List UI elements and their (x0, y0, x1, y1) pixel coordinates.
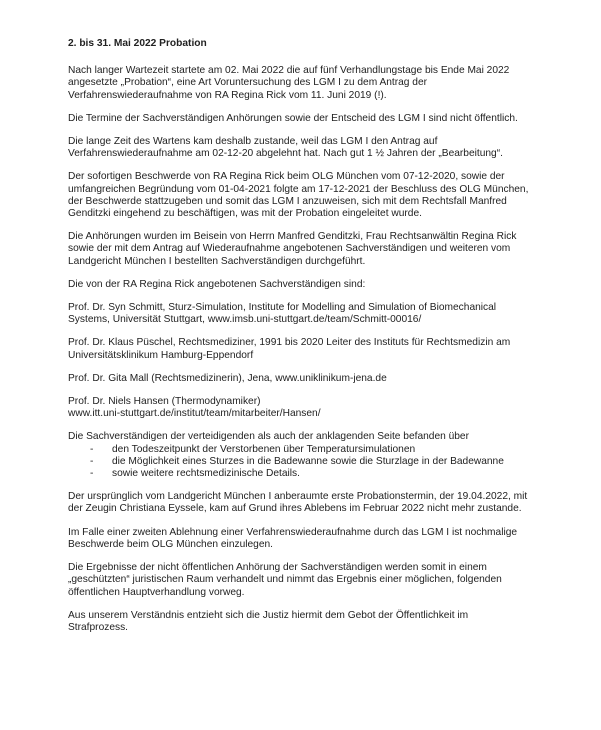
text-line: Systems, Universität Stuttgart, www.imsb.uni-stuttgart.de/team/Schmitt-00016/ (68, 314, 422, 326)
bullet-text: den Todeszeitpunkt der Verstorbenen über Temperatursimulationen (112, 443, 416, 455)
paragraph (68, 527, 561, 551)
text-line: Prof. Dr. Klaus Püschel, Rechtsmediziner, 1991 bis 2020 Leiter des Instituts für Rechtsmedizin am (68, 337, 511, 349)
document-body-continued (68, 491, 561, 634)
text-line: www.itt.uni-stuttgart.de/institut/team/mitarbeiter/Hansen/ (68, 408, 321, 420)
text-line: Die Termine der Sachverständigen Anhörungen sowie der Entscheid des LGM I sind nicht öffentlich. (68, 112, 518, 124)
paragraph (68, 302, 561, 326)
bullet-text: die Möglichkeit eines Sturzes in die Badewanne sowie die Sturzlage in der Badewanne (112, 455, 504, 467)
text-line: Prof. Dr. Gita Mall (Rechtsmedizinerin), Jena, www.uniklinikum-jena.de (68, 372, 387, 384)
bullet-item (90, 468, 561, 480)
bullet-dash: - (90, 468, 94, 480)
bullet-text: sowie weitere rechtsmedizinische Details. (112, 468, 300, 480)
text-line: Die Sachverständigen der verteidigenden als auch der anklagenden Seite befanden über (68, 431, 469, 443)
paragraph (68, 113, 561, 125)
text-line: öffentlichen Hauptverhandlung vorweg. (68, 586, 245, 598)
paragraph (68, 491, 561, 515)
paragraph (68, 431, 561, 443)
bullet-dash: - (90, 443, 94, 455)
bullet-dash: - (90, 455, 94, 467)
paragraph (68, 396, 561, 420)
document-title: 2. bis 31. Mai 2022 Probation (68, 38, 207, 49)
paragraph (68, 337, 561, 361)
text-line: Prof. Dr. Syn Schmitt, Sturz-Simulation, Institute for Modelling and Simulation of Biomechanical (68, 302, 497, 314)
document-body (68, 65, 561, 443)
text-line: Landgericht München I bestellten Sachverständigen durchgeführt. (68, 255, 366, 267)
bullet-item (90, 456, 561, 468)
text-line: Die Anhörungen wurden im Beisein von Herrn Manfred Genditzki, Frau Rechtsanwältin Regina Rick (68, 231, 517, 243)
paragraph (68, 65, 561, 102)
text-line: Genditzki eingehend zu beschäftigen, was mit der Probation eingeleitet wurde. (68, 208, 422, 220)
text-line: Die Ergebnisse der nicht öffentlichen Anhörung der Sachverständigen werden somit in einem (68, 562, 487, 574)
text-line: Die von der RA Regina Rick angebotenen Sachverständigen sind: (68, 278, 366, 290)
text-line: Strafprozess. (68, 621, 129, 633)
paragraph (68, 562, 561, 599)
bullet-list (68, 444, 561, 481)
text-line: Beschwerde beim OLG München einzulegen. (68, 538, 273, 550)
paragraph (68, 136, 561, 160)
text-line: „geschützten“ juristischen Raum verhandelt und nimmt das Ergebnis einer möglichen, folgenden (68, 574, 502, 586)
paragraph (68, 610, 561, 634)
text-line: Verfahrenswiederaufnahme von RA Regina Rick vom 11. Juni 2019 (!). (68, 89, 387, 101)
text-line: Nach langer Wartezeit startete am 02. Mai 2022 die auf fünf Verhandlungstage bis Ende Mai 2022 (68, 65, 510, 77)
paragraph (68, 279, 561, 291)
text-line: angesetzte „Probation“, eine Art Voruntersuchung des LGM I zu dem Antrag der (68, 77, 428, 89)
paragraph (68, 231, 561, 268)
text-line: der Beschwerde stattzugeben und somit das LGM I anzuweisen, sich mit dem Rechtsfall Manfred (68, 195, 507, 207)
bullet-item (90, 444, 561, 456)
text-line: Aus unserem Verständnis entzieht sich die Justiz hiermit dem Gebot der Öffentlichkeit im (68, 609, 469, 621)
text-line: sowie der mit dem Antrag auf Wiederaufnahme angebotenen Sachverständigen und weiteren vom (68, 243, 511, 255)
text-line: Der ursprünglich vom Landgericht München I anberaumte erste Probationstermin, der 19.04.2022, mit (68, 491, 528, 503)
text-line: umfangreichen Begründung vom 01-04-2021 folgte am 17-12-2021 der Beschluss des OLG München, (68, 183, 529, 195)
text-line: Im Falle einer zweiten Ablehnung einer Verfahrenswiederaufnahme durch das LGM I ist nochmalige (68, 526, 518, 538)
text-line: Der sofortigen Beschwerde von RA Regina Rick beim OLG München vom 07-12-2020, sowie der (68, 171, 505, 183)
text-line: Die lange Zeit des Wartens kam deshalb zustande, weil das LGM I den Antrag auf (68, 136, 438, 148)
text-line: der Zeugin Christiana Eyssele, kam auf Grund ihres Ablebens im Februar 2022 nicht mehr zustande. (68, 503, 522, 515)
paragraph (68, 171, 561, 220)
text-line: Verfahrenswiederaufnahme am 02-12-20 abgelehnt hat. Nach gut 1 ½ Jahren der „Bearbeitung“. (68, 148, 503, 160)
paragraph (68, 373, 561, 385)
text-line: Prof. Dr. Niels Hansen (Thermodynamiker) (68, 396, 261, 408)
text-line: Universitätsklinikum Hamburg-Eppendorf (68, 349, 254, 361)
